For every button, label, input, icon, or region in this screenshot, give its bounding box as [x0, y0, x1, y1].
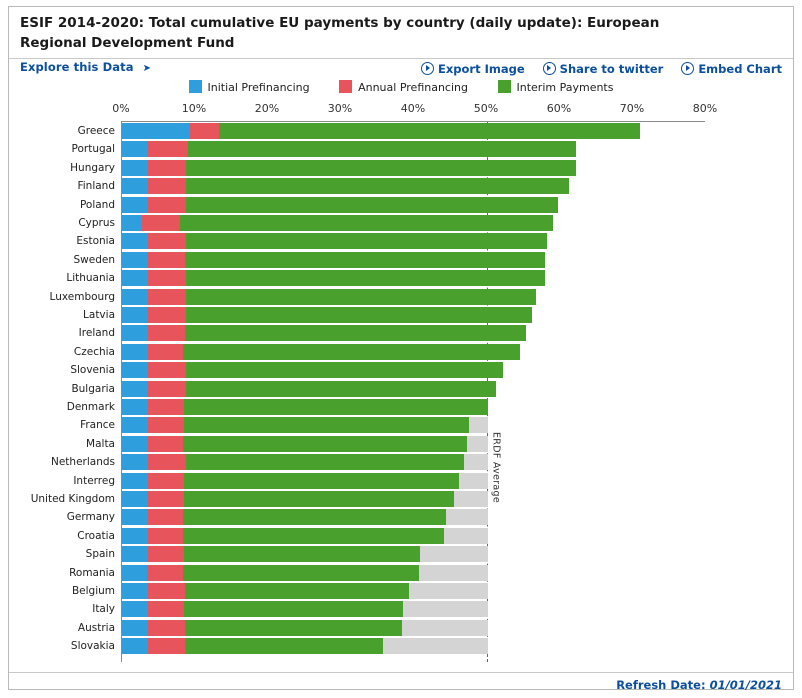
category-label: Hungary	[70, 161, 115, 174]
bar-segment-annual[interactable]	[148, 381, 186, 397]
bar-row[interactable]	[9, 361, 793, 379]
bar-segment-initial[interactable]	[122, 197, 148, 213]
bar-segment-interim[interactable]	[184, 491, 454, 507]
bar-segment-initial[interactable]	[122, 528, 148, 544]
bar-segment-remainder	[403, 601, 488, 617]
bar-segment-annual[interactable]	[148, 620, 185, 636]
category-label: Slovakia	[70, 640, 115, 653]
stacked-bar	[122, 269, 706, 287]
legend-swatch-initial	[189, 80, 202, 93]
bar-segment-initial[interactable]	[122, 565, 147, 581]
bar-segment-initial[interactable]	[122, 601, 148, 617]
bar-segment-initial[interactable]	[122, 178, 148, 194]
share-to-twitter-label: Share to twitter	[559, 62, 664, 76]
bar-segment-interim[interactable]	[183, 509, 446, 525]
legend-swatch-annual	[339, 80, 352, 93]
bar-segment-annual[interactable]	[148, 473, 185, 489]
bar-segment-interim[interactable]	[184, 399, 488, 415]
bar-segment-interim[interactable]	[180, 215, 553, 231]
bar-segment-interim[interactable]	[185, 583, 409, 599]
bar-segment-remainder	[383, 638, 488, 654]
category-label: Malta	[86, 437, 115, 450]
legend-label-annual: Annual Prefinancing	[358, 81, 468, 94]
stacked-bar	[122, 490, 706, 508]
bar-row[interactable]	[9, 600, 793, 618]
plot-area	[9, 102, 793, 670]
x-tick-80: 80%	[692, 102, 718, 115]
share-icon	[543, 62, 556, 75]
stacked-bar	[122, 637, 706, 655]
bar-segment-annual[interactable]	[148, 197, 187, 213]
stacked-bar	[122, 545, 706, 563]
bar-segment-interim[interactable]	[184, 473, 459, 489]
bar-row[interactable]	[9, 122, 793, 140]
category-label: Romania	[69, 566, 115, 579]
bar-segment-annual[interactable]	[148, 583, 185, 599]
bar-row[interactable]	[9, 545, 793, 563]
x-tick-50: 50%	[473, 102, 499, 115]
stacked-bar	[122, 122, 706, 140]
legend-swatch-interim	[498, 80, 511, 93]
bar-segment-annual[interactable]	[148, 141, 188, 157]
legend-item-initial[interactable]	[189, 80, 310, 94]
bar-segment-remainder	[469, 417, 489, 433]
bar-row[interactable]	[9, 343, 793, 361]
bar-row[interactable]	[9, 453, 793, 471]
bar-segment-initial[interactable]	[122, 583, 148, 599]
bar-row[interactable]	[9, 288, 793, 306]
bar-segment-interim[interactable]	[185, 638, 384, 654]
stacked-bar	[122, 306, 706, 324]
bar-segment-initial[interactable]	[122, 473, 148, 489]
bar-segment-initial[interactable]	[122, 454, 148, 470]
bar-row[interactable]	[9, 416, 793, 434]
bar-segment-initial[interactable]	[122, 638, 148, 654]
bar-segment-annual[interactable]	[148, 454, 186, 470]
bar-segment-initial[interactable]	[122, 215, 142, 231]
bar-segment-annual[interactable]	[148, 601, 185, 617]
bar-segment-interim[interactable]	[188, 141, 576, 157]
stacked-bar	[122, 453, 706, 471]
bar-row[interactable]	[9, 398, 793, 416]
bar-row[interactable]	[9, 232, 793, 250]
bar-segment-initial[interactable]	[122, 123, 190, 139]
bar-segment-initial[interactable]	[122, 546, 148, 562]
category-label: Latvia	[83, 309, 115, 321]
stacked-bar	[122, 380, 706, 398]
stacked-bar	[122, 361, 706, 379]
bar-segment-interim[interactable]	[185, 620, 403, 636]
bar-segment-annual[interactable]	[148, 509, 184, 525]
x-tick-60: 60%	[546, 102, 572, 115]
toolbar-links	[407, 60, 782, 76]
category-label: Greece	[77, 125, 115, 137]
bar-segment-initial[interactable]	[122, 381, 148, 397]
bar-segment-interim[interactable]	[186, 178, 569, 194]
bar-row[interactable]	[9, 251, 793, 269]
category-label: Italy	[92, 603, 115, 616]
category-label: Croatia	[77, 529, 115, 542]
bar-segment-annual[interactable]	[148, 362, 187, 378]
category-label: Poland	[79, 198, 115, 211]
export-image-link[interactable]	[421, 60, 525, 76]
bar-segment-interim[interactable]	[186, 289, 536, 305]
stacked-bar	[122, 582, 706, 600]
category-label: France	[80, 419, 115, 432]
category-label: Bulgaria	[71, 382, 115, 395]
bar-segment-annual[interactable]	[148, 325, 185, 341]
stacked-bar	[122, 288, 706, 306]
bar-segment-interim[interactable]	[186, 454, 465, 470]
bar-segment-interim[interactable]	[183, 344, 520, 360]
bar-segment-annual[interactable]	[148, 491, 185, 507]
category-label: Interreg	[73, 474, 115, 487]
chart-legend	[9, 80, 793, 100]
stacked-bar	[122, 343, 706, 361]
bar-segment-annual[interactable]	[142, 215, 180, 231]
category-label: Lithuania	[66, 272, 115, 285]
bar-row[interactable]	[9, 472, 793, 490]
bar-segment-initial[interactable]	[122, 344, 148, 360]
bar-row[interactable]	[9, 490, 793, 508]
bar-segment-interim[interactable]	[184, 417, 469, 433]
category-label: Germany	[66, 511, 115, 524]
embed-icon	[681, 62, 694, 75]
category-label: Portugal	[71, 143, 115, 156]
bar-row[interactable]	[9, 214, 793, 232]
bar-segment-interim[interactable]	[186, 160, 576, 176]
stacked-bar	[122, 159, 706, 177]
stacked-bar	[122, 564, 706, 582]
x-tick-40: 40%	[400, 102, 426, 115]
bar-segment-annual[interactable]	[148, 399, 185, 415]
bar-segment-interim[interactable]	[184, 546, 420, 562]
stacked-bar	[122, 324, 706, 342]
bar-segment-initial[interactable]	[122, 289, 148, 305]
x-tick-20: 20%	[254, 102, 280, 115]
bar-segment-remainder	[409, 583, 489, 599]
category-label: Luxembourg	[49, 290, 115, 303]
refresh-date-label: Refresh Date:	[616, 678, 706, 692]
bar-segment-remainder	[446, 509, 488, 525]
bar-segment-initial[interactable]	[122, 270, 148, 286]
bar-segment-interim[interactable]	[186, 197, 558, 213]
x-tick-30: 30%	[327, 102, 353, 115]
bar-row[interactable]	[9, 637, 793, 655]
stacked-bar	[122, 416, 706, 434]
bar-row[interactable]	[9, 269, 793, 287]
bar-segment-remainder	[444, 528, 489, 544]
bar-segment-annual[interactable]	[148, 233, 187, 249]
chevron-right-icon: ➤	[142, 63, 152, 74]
stacked-bar	[122, 472, 706, 490]
footer-divider	[9, 672, 793, 673]
bar-segment-annual[interactable]	[190, 123, 219, 139]
bar-segment-annual[interactable]	[148, 344, 184, 360]
stacked-bar	[122, 619, 706, 637]
bar-segment-initial[interactable]	[122, 307, 148, 323]
bar-segment-remainder	[420, 546, 489, 562]
legend-label-initial: Initial Prefinancing	[207, 81, 310, 94]
category-label: Cyprus	[78, 217, 115, 229]
bar-segment-interim[interactable]	[183, 528, 444, 544]
bar-segment-interim[interactable]	[183, 436, 467, 452]
bar-row[interactable]	[9, 582, 793, 600]
category-label: Netherlands	[50, 456, 115, 469]
bar-row[interactable]	[9, 435, 793, 453]
bar-segment-interim[interactable]	[186, 381, 496, 397]
bar-segment-initial[interactable]	[122, 399, 148, 415]
bar-segment-interim[interactable]	[185, 252, 545, 268]
bar-segment-interim[interactable]	[184, 601, 403, 617]
bar-segment-interim[interactable]	[185, 325, 527, 341]
category-label: Finland	[77, 180, 115, 193]
legend-item-interim[interactable]	[498, 80, 614, 94]
category-label: Sweden	[73, 253, 115, 266]
bar-row[interactable]	[9, 159, 793, 177]
bar-segment-annual[interactable]	[148, 289, 186, 305]
bar-segment-interim[interactable]	[219, 123, 640, 139]
bar-segment-interim[interactable]	[186, 233, 547, 249]
category-label: Czechia	[73, 345, 115, 358]
bar-row[interactable]	[9, 619, 793, 637]
bar-row[interactable]	[9, 177, 793, 195]
explore-this-data-link[interactable]	[20, 60, 151, 74]
export-icon	[421, 62, 434, 75]
bar-segment-annual[interactable]	[148, 160, 187, 176]
bar-segment-initial[interactable]	[122, 325, 148, 341]
bar-row[interactable]	[9, 306, 793, 324]
bar-segment-remainder	[459, 473, 488, 489]
stacked-bar	[122, 140, 706, 158]
stacked-bar	[122, 214, 706, 232]
bar-segment-remainder	[454, 491, 488, 507]
stacked-bar	[122, 196, 706, 214]
bar-segment-remainder	[419, 565, 488, 581]
bar-segment-initial[interactable]	[122, 491, 148, 507]
x-tick-70: 70%	[619, 102, 645, 115]
bar-segment-annual[interactable]	[148, 638, 185, 654]
stacked-bar	[122, 232, 706, 250]
bar-segment-annual[interactable]	[147, 565, 184, 581]
bar-segment-annual[interactable]	[148, 178, 187, 194]
bar-rows	[9, 122, 793, 662]
category-label: United Kingdom	[30, 493, 115, 505]
bar-segment-annual[interactable]	[148, 252, 185, 268]
x-tick-10: 10%	[181, 102, 207, 115]
stacked-bar	[122, 177, 706, 195]
category-label: Spain	[85, 548, 115, 561]
bar-segment-initial[interactable]	[122, 509, 148, 525]
legend-label-interim: Interim Payments	[516, 81, 614, 94]
bar-row[interactable]	[9, 196, 793, 214]
bar-segment-annual[interactable]	[148, 436, 184, 452]
bar-segment-interim[interactable]	[186, 270, 546, 286]
title-divider	[9, 58, 793, 59]
export-image-label: Export Image	[438, 62, 525, 76]
refresh-date	[616, 678, 782, 692]
embed-chart-label: Embed Chart	[698, 62, 782, 76]
bar-segment-annual[interactable]	[148, 528, 183, 544]
bar-segment-initial[interactable]	[122, 233, 148, 249]
bar-segment-initial[interactable]	[122, 160, 148, 176]
category-label: Belgium	[71, 585, 115, 597]
category-label: Denmark	[66, 401, 115, 413]
stacked-bar	[122, 398, 706, 416]
toolbar	[0, 60, 802, 78]
bar-row[interactable]	[9, 527, 793, 545]
bar-segment-remainder	[467, 436, 488, 452]
category-label: Ireland	[78, 327, 115, 340]
x-axis-tick-labels	[9, 102, 793, 120]
embed-chart-link[interactable]	[681, 60, 782, 76]
bar-segment-remainder	[402, 620, 488, 636]
stacked-bar	[122, 527, 706, 545]
category-label: Slovenia	[70, 364, 115, 377]
erdf-average-label: ERDF Average	[490, 432, 502, 504]
stacked-bar	[122, 508, 706, 526]
bar-segment-interim[interactable]	[183, 565, 419, 581]
stacked-bar	[122, 251, 706, 269]
bar-segment-interim[interactable]	[186, 362, 503, 378]
legend-item-annual[interactable]	[339, 80, 468, 94]
bar-row[interactable]	[9, 508, 793, 526]
bar-segment-annual[interactable]	[148, 546, 185, 562]
bar-row[interactable]	[9, 564, 793, 582]
stacked-bar	[122, 600, 706, 618]
bar-row[interactable]	[9, 140, 793, 158]
bar-segment-annual[interactable]	[148, 270, 186, 286]
chart	[9, 80, 793, 670]
explore-label: Explore this Data	[20, 60, 134, 74]
bar-segment-interim[interactable]	[186, 307, 532, 323]
share-to-twitter-link[interactable]	[543, 60, 664, 76]
refresh-date-value: 01/01/2021	[709, 678, 782, 692]
bar-row[interactable]	[9, 380, 793, 398]
page-title: ESIF 2014-2020: Total cumulative EU payments by country (daily update): European Regional Development Fund	[20, 15, 660, 51]
bar-segment-annual[interactable]	[148, 417, 185, 433]
bar-segment-annual[interactable]	[148, 307, 186, 323]
bar-segment-initial[interactable]	[122, 436, 148, 452]
x-tick-0: 0%	[112, 102, 130, 115]
bar-segment-initial[interactable]	[122, 141, 148, 157]
bar-segment-remainder	[464, 454, 488, 470]
category-label: Estonia	[76, 235, 115, 248]
bar-row[interactable]	[9, 324, 793, 342]
bar-segment-initial[interactable]	[122, 252, 148, 268]
category-label: Austria	[77, 621, 115, 634]
bar-segment-initial[interactable]	[122, 362, 148, 378]
bar-segment-initial[interactable]	[122, 417, 148, 433]
stacked-bar	[122, 435, 706, 453]
bar-segment-initial[interactable]	[122, 620, 148, 636]
